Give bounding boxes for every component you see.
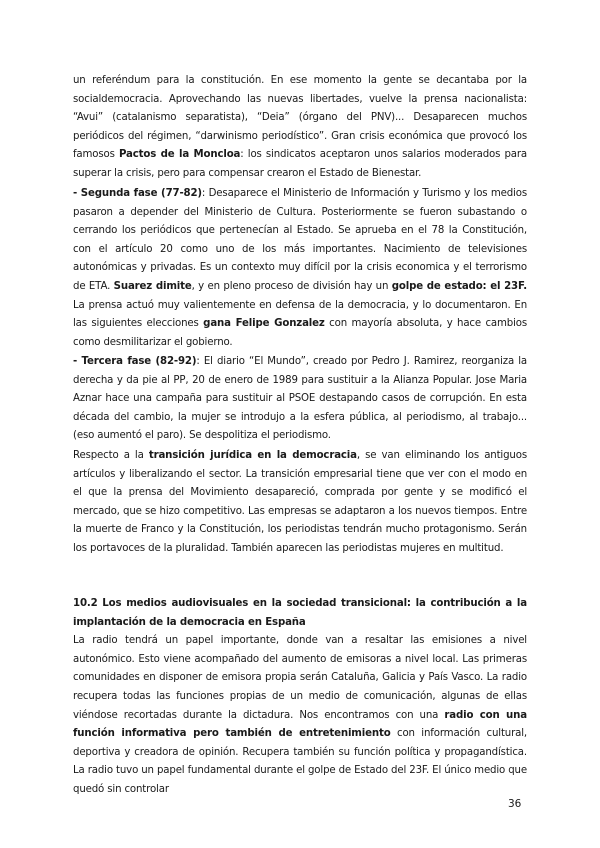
bold-term: radio con una función informativa pero también de entretenimiento — [73, 709, 527, 740]
text-run: : los sindicatos aceptaron unos salarios moderados para superar la crisis, pero para compensar crearon el Estado de Bienestar. — [73, 149, 528, 179]
text-run: , y en pleno proceso de división hay un — [191, 280, 392, 292]
paragraph-transicion-juridica — [73, 447, 527, 559]
text-run: un referéndum para la constitución. En ese momento la gente se decantaba por la socialdemocracia. Aprovechando las nuevas libertades, vuelve la prensa nacionalista: “Avui” (catalanismo separatista), “Deia” (órgano del PNV)... Desaparecen muchos periódicos del régimen, “darwinismo periodístico”. Gran crisis económica que provocó los famosos — [73, 75, 527, 161]
bold-term: transición jurídica en la democracia — [148, 450, 357, 461]
paragraph-segunda-fase — [73, 185, 527, 352]
text-run: : Desaparece el Ministerio de Información y Turismo y los medios pasaron a depender del Ministerio de Cultura. Posteriormente se fueron subastando o cerrando los periódicos que pertenecían al Estado. Se aprueba en el 78 la Constitución, con el artículo 20 como uno de los más importantes. Nacimiento de televisiones autonómicas y privadas. Es un contexto muy difícil por la crisis economica y el terrorismo de ETA. — [73, 188, 527, 292]
text-run: La prensa actuó muy valientemente en defensa de la democracia, y lo documentaron. En las siguientes elecciones — [73, 299, 527, 330]
paragraph-referendum — [73, 72, 527, 184]
page-number: 36 — [508, 798, 522, 810]
section-10-2 — [73, 595, 527, 800]
text-run: con mayoría absoluta, y hace cambios como desmilitarizar el gobierno. — [73, 318, 528, 348]
phase-heading: - Tercera fase (82-92) — [73, 356, 197, 367]
paragraph-tercera-fase — [73, 353, 527, 446]
text-run: : El diario “El Mundo”, creado por Pedro J. Ramirez, reorganiza la derecha y da pie al PP, 20 de enero de 1989 para sustituir a la Alianza Popular. Jose Maria Aznar hace una campaña para sustituir al PSOE destapando casos de corrupción. En esta década del cambio, la mujer se introdujo a la esfera pública, al periodismo, al trabajo... (eso aumentó el paro). Se despolitiza el periodismo. — [73, 356, 528, 442]
text-run: Respecto a la — [73, 450, 149, 461]
text-run: La radio tendrá un papel importante, donde van a resaltar las emisiones a nivel autonómico. Esto viene acompañado del aumento de emisoras a nivel local. Las primeras comunidades en disponer de emisora propia serán Cataluña, Galicia y País Vasco. La radio recupera todas las funciones propias de un medio de comunicación, algunas de ellas viéndose recortadas durante la dictadura. Nos encontramos con una — [73, 635, 527, 721]
text-run: , se van eliminando los antiguos artículos y liberalizando el sector. La transición empresarial tiene que ver con el modo en el que la prensa del Movimiento desapareció, comprada por gente y se modificó el mercado, que se hizo competitivo. Las empresas se adaptaron a los nuevos tiempos. Entre la muerte de Franco y la Constitución, los periodistas tendrán mucho protagonismo. Serán los portavoces de la pluralidad. También aparecen las periodistas mujeres en multitud. — [73, 450, 527, 554]
bold-term: Suarez dimite — [113, 280, 192, 292]
text-run: con información cultural, deportiva y creadora de opinión. Recupera también su función política y propagandística. La radio tuvo un papel fundamental durante el golpe de Estado del 23F. El único medio que quedó sin controlar — [73, 728, 528, 795]
phase-heading: - Segunda fase (77-82) — [73, 188, 202, 199]
bold-term: Pactos de la Moncloa — [118, 149, 241, 161]
bold-term: golpe de estado: el 23F. — [391, 280, 527, 292]
bold-term: gana Felipe Gonzalez — [203, 318, 325, 330]
section-heading: 10.2 Los medios audiovisuales en la sociedad transicional: la contribución a la implantación de la democracia en España — [73, 598, 527, 628]
